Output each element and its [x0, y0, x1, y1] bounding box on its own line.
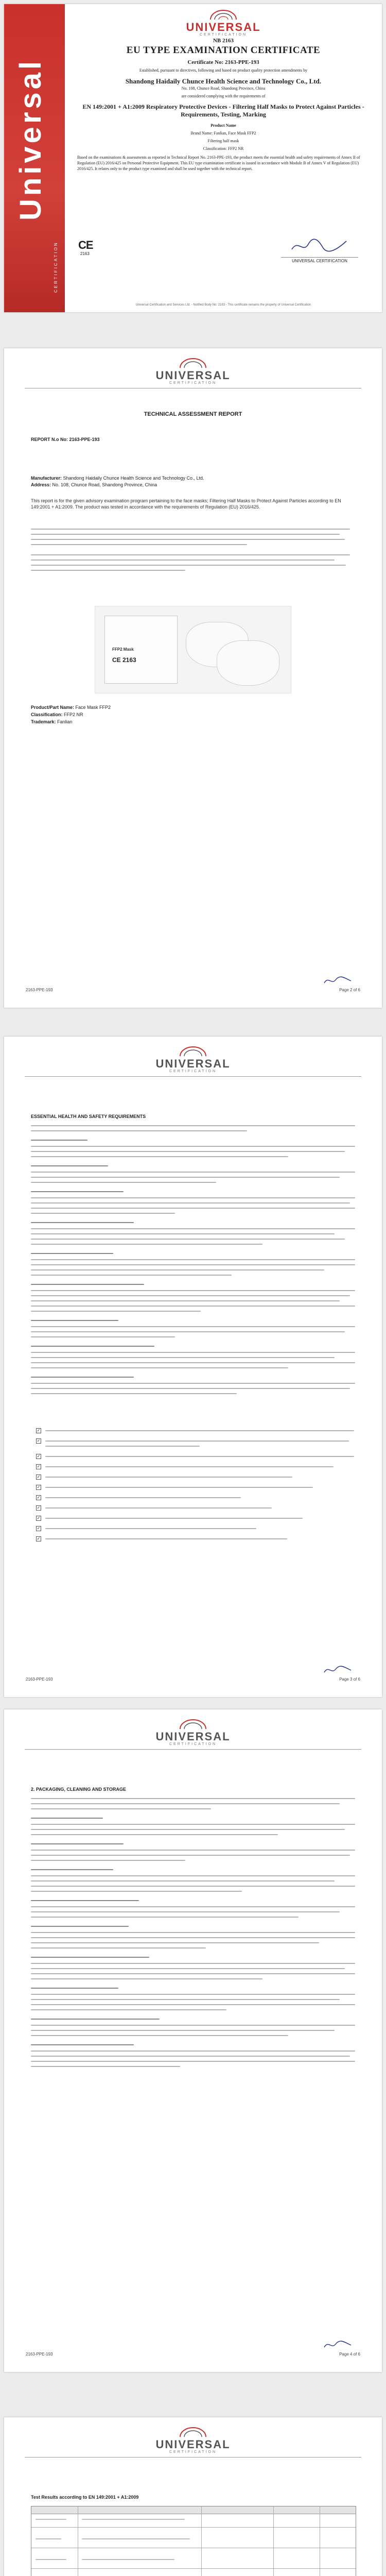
manufacturer-address: No. 108, Chunce Road, Shandong Province, China — [181, 86, 266, 91]
text-line — [31, 554, 350, 555]
report-page-2 — [4, 1037, 382, 1697]
report-page-1 — [4, 348, 382, 1008]
product-type: Filtering half mask — [207, 139, 239, 143]
brand-logo — [74, 9, 373, 37]
brand-name: UNIVERSAL — [155, 2438, 231, 2451]
certificate-intro: Established, pursuant to directives, following and based on product quality protection amendments by — [139, 68, 308, 73]
checkbox-icon: ✓ — [37, 1428, 41, 1433]
manufacturer-name: Shandong Haidaily Chunce Health Science and Technology Co., Ltd. — [125, 77, 322, 85]
section-title: ESSENTIAL HEALTH AND SAFETY REQUIREMENTS — [31, 1114, 146, 1119]
section-title: Test Results according to EN 149:2001 + A1:2009 — [31, 2495, 139, 2500]
checkbox-icon: ✓ — [37, 1505, 41, 1510]
address-value: No. 108, Chunce Road, Shandong Province, China — [52, 482, 157, 487]
brand-logo — [4, 2427, 382, 2454]
ce-mark: CE — [78, 239, 93, 251]
globe-arc-icon — [178, 1719, 208, 1730]
brand-tagline: CERTIFICATION — [169, 1070, 217, 1073]
product-name: Brand Name: Fanlian, Face Mask FFP2 — [190, 131, 256, 135]
package-label: FFP2 Mask — [112, 647, 134, 652]
product-name-value: Face Mask FFP2 — [75, 705, 111, 710]
globe-arc-icon — [178, 2427, 208, 2438]
product-details — [31, 704, 111, 725]
brand-logo — [4, 1719, 382, 1746]
product-package — [104, 616, 178, 684]
certificate-footer: Universal Certification and Services Ltd. - Notified Body No: 2163 - This certificate remains the property of Universal Certification — [135, 303, 311, 307]
text-line — [31, 570, 185, 571]
report-reference: REPORT N.o No: 2163-PPE-193 — [31, 437, 100, 442]
signature-icon — [322, 975, 353, 986]
signatory: UNIVERSAL CERTIFICATION — [292, 259, 347, 263]
checkbox-icon: ✓ — [37, 1526, 41, 1531]
header-rule — [25, 1749, 361, 1750]
checkbox-icon: ✓ — [37, 1475, 41, 1479]
text-line — [31, 534, 340, 535]
brand-name: UNIVERSAL — [155, 1057, 231, 1070]
manufacturer-value: Shandong Haidaily Chunce Health Science and Technology Co., Ltd. — [63, 476, 204, 481]
classification-label: Classification: — [31, 712, 63, 717]
checkbox-icon: ✓ — [37, 1485, 41, 1489]
checkbox-icon: ✓ — [37, 1464, 41, 1469]
checkbox-icon: ✓ — [37, 1454, 41, 1459]
globe-arc-icon — [178, 358, 208, 369]
classification-value: FFP2 NR — [64, 712, 83, 717]
header-rule — [25, 2457, 361, 2458]
section-title: 2. PACKAGING, CLEANING AND STORAGE — [31, 1787, 126, 1792]
header-rule — [25, 1076, 361, 1077]
page-footer — [4, 2340, 382, 2361]
product-name-label: Product/Part Name: — [31, 705, 75, 710]
checkbox-icon: ✓ — [37, 1495, 41, 1500]
text-line — [31, 560, 335, 561]
brand-tagline: CERTIFICATION — [169, 381, 217, 385]
footer-page-number: Page 3 of 6 — [339, 1677, 360, 1682]
certificate-body: Based on the examinations & assessments as reported in Technical Report No. 2163-PPE-193, the product meets the essential health and safety requirements of Annex II of Regulation (EU) 2016/425 on Personal Protective Equipment. This EU type examination certificate is issued in accordance with Module B of Annex V of Regulation (EU) 2016/425. It relates only to the product type examined and shall be used together with the technical report. — [77, 155, 360, 171]
ce-number: 2163 — [80, 251, 90, 256]
signature-icon — [322, 1664, 353, 1675]
certificate-signature-block — [276, 236, 363, 263]
standard-intro: are considered complying with the requirements of — [181, 94, 266, 98]
brand-tagline: CERTIFICATION — [169, 2450, 217, 2454]
signature-icon — [322, 2339, 353, 2350]
brand-tagline: CERTIFICATION — [169, 1742, 217, 1746]
checkbox-icon: ✓ — [37, 1536, 41, 1541]
address-label: Address: — [31, 482, 51, 487]
product-classification: Classification: FFP2 NR — [203, 146, 244, 151]
trademark-label: Trademark: — [31, 719, 56, 724]
side-brand-word: Universal — [14, 58, 47, 221]
globe-arc-icon — [178, 1046, 208, 1057]
test-results-table — [31, 2506, 356, 2576]
checkbox-icon: ✓ — [37, 1516, 41, 1520]
product-label: Product Name — [210, 123, 236, 128]
text-line — [31, 539, 345, 540]
side-brand-tagline: CERTIFICATION — [54, 241, 58, 293]
brand-name: UNIVERSAL — [155, 1730, 231, 1743]
footer-reference: 2163-PPE-193 — [26, 1677, 53, 1682]
report-page-3 — [4, 1709, 382, 2372]
brand-logo — [4, 1046, 382, 1073]
certificate-page — [4, 4, 382, 312]
manufacturer-label: Manufacturer: — [31, 476, 62, 481]
globe-arc-icon — [208, 9, 238, 21]
footer-page-number: Page 4 of 6 — [339, 2352, 360, 2357]
product-photo — [95, 606, 291, 693]
certificate-title: EU TYPE EXAMINATION CERTIFICATE — [126, 45, 321, 56]
text-line — [31, 529, 350, 530]
mask-image — [217, 640, 279, 686]
report-page-4 — [4, 2417, 382, 2576]
report-title: TECHNICAL ASSESSMENT REPORT — [144, 411, 242, 417]
report-scope: This report is for the given advisory examination program pertaining to the face masks; Filtering Half Masks to Protect Against Particles according to EN 149:2001 + A1:2009. The product was tested in accordance with the requirements of Regulation (EU) 2016/425. — [31, 498, 341, 510]
brand-tagline: CERTIFICATION — [199, 33, 248, 37]
checkbox-icon: ✓ — [37, 1438, 41, 1443]
brand-name: UNIVERSAL — [155, 369, 231, 382]
signature-icon — [289, 236, 350, 255]
footer-page-number: Page 2 of 6 — [339, 988, 360, 992]
certificate-number: Certificate No: 2163-PPE-193 — [187, 59, 259, 65]
package-ce-mark: CE 2163 — [112, 656, 136, 664]
footer-reference: 2163-PPE-193 — [26, 988, 53, 992]
text-line — [31, 565, 346, 566]
page-footer — [4, 1665, 382, 1686]
notified-body-number: NB 2163 — [213, 38, 234, 44]
footer-reference: 2163-PPE-193 — [26, 2352, 53, 2357]
certificate-content — [74, 4, 373, 172]
page-footer — [4, 976, 382, 996]
brand-name: UNIVERSAL — [186, 21, 261, 33]
standard-name: EN 149:2001 + A1:2009 Respiratory Protective Devices - Filtering Half Masks to Protect Against Particles - Requirements, Testing, Marking — [82, 103, 364, 118]
text-line — [31, 544, 247, 545]
brand-logo — [4, 358, 382, 385]
trademark-value: Fanlian — [57, 719, 73, 724]
manufacturer-block — [31, 475, 355, 488]
